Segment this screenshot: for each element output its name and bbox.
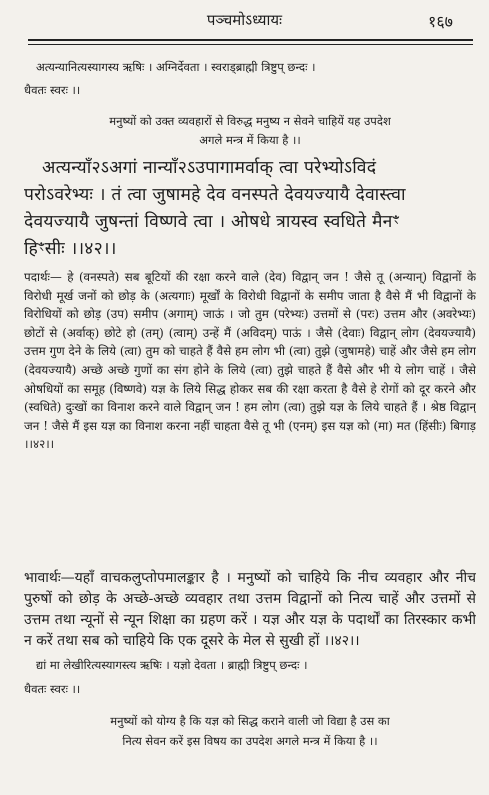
rule-line-thin	[28, 44, 473, 45]
svara-line: धैवतः स्वरः ।।	[24, 682, 81, 696]
rishi-devata-line: अत्यन्यानित्यस्यागस्य ऋषिः । अग्निर्देवता । स्वराड्ब्राह्मी त्रिष्टुप् छन्दः ।	[36, 60, 316, 74]
padartha-paragraph: पदार्थः— हे (वनस्पते) सब बूटियों की रक्षा करने वाले (देव) विद्वान् जन ! जैसे तू (अन्यान्) विद्वानों के विरोधी मूर्ख जनों को छोड़ के (अत्यगाः) मूर्खों के विरोधी विद्वानों के समीप जाता है वैसे मैं भी विद्वानों के विरोधियों को छोड़ (उप) समीप (अगाम्) जाऊं । जो तुम (परेभ्यः) उत्तमों से (परः) उत्तम और (अवरेभ्यः) छोटों से (अर्वाक्) छोटे हो (तम्) (त्वाम्) उन्हें मैं (अविदम्) पाऊं । जैसे (देवाः) विद्वान् लोग (देवयज्यायै) उत्तम गुण देने के लिये (त्वा) तुम को चाहते हैं वैसे हम लोग भी (त्वा) तुझे (जुषामहे) चाहें और जैसे हम लोग (देवयज्यायै) अच्छे अच्छे गुणों का संग होने के लिये (त्वा) तुझे चाहते हैं वैसे और भी ये लोग चाहें । जैसे ओषधियों का समूह (विष्णवे) यज्ञ के लिये सिद्ध होकर सब की रक्षा करता है वैसे हे रोगों को दूर करने और (स्वधिते) दुःखों का विनाश करने वाले विद्वान् जन ! हम लोग (त्वा) तुझे यज्ञ के लिये चाहते हैं । श्रेष्ठ विद्वान् जन ! जैसे मैं इस यज्ञ का विनाश करना नहीं चाहता वैसे तू भी (एनम्) इस यज्ञ को (मा) मत (हिंसीः) बिगाड़ ।।४२।।	[24, 270, 476, 452]
intro-line: अगले मन्त्र में किया है ।।	[199, 133, 301, 147]
header-rule	[28, 36, 473, 50]
bhavartha-paragraph: भावार्थः—यहाँ वाचकलुप्तोपमालङ्कार है । मनुष्यों को चाहिये कि नीच व्यवहार और नीच पुरुषों को छोड़ के अच्छे-अच्छे व्यवहार तथा उत्तम विद्वानों को नित्य चाहें और उत्तमों से उत्तम तथा न्यूनों से न्यून शिक्षा का ग्रहण करें । यज्ञ और यज्ञ के पदार्थों का तिरस्कार कभी न करें तथा सब को चाहिये कि एक दूसरे के मेल से सुखी हों ।।४२।।	[24, 570, 476, 649]
mantra-line: हिꣳसीः ।।४२।।	[24, 239, 117, 259]
chapter-title: पञ्चमोऽध्यायः	[206, 11, 283, 29]
mantra-line: देवयज्यायै जुषन्तां विष्णवे त्वा । ओषधे त्रायस्व स्वधिते मैनꣳ	[24, 212, 400, 232]
intro-line: नित्य सेवन करें इस विषय का उपदेश अगले मन्त्र में किया है ।।	[122, 734, 378, 748]
intro-line: मनुष्यों को योग्य है कि यज्ञ को सिद्ध कराने वाली जो विद्या है उस का	[110, 714, 390, 728]
rule-line-thick	[28, 39, 473, 41]
intro-line: मनुष्यों को उक्त व्यवहारों से विरुद्ध मनुष्य न सेवने चाहियें यह उपदेश	[109, 114, 391, 128]
mantra-text	[24, 155, 476, 263]
svara-line: धैवतः स्वरः ।।	[24, 83, 81, 97]
mantra-line: परोऽवरेभ्यः । तं त्वा जुषामहे देव वनस्पते देवयज्यायै देवास्त्वा	[24, 185, 406, 205]
mantra-line: अत्यन्याँ२ऽअगां नान्याँ२ऽउपागामर्वाक् त्वा परेभ्योऽविदं	[42, 158, 377, 178]
rishi-devata-line: द्यां मा लेखीरित्यस्यागस्त्य ऋषिः । यज्ञो देवता । ब्राह्मी त्रिष्टुप् छन्दः ।	[36, 658, 308, 672]
page-number: १६७	[428, 12, 453, 31]
page-header	[0, 10, 489, 32]
